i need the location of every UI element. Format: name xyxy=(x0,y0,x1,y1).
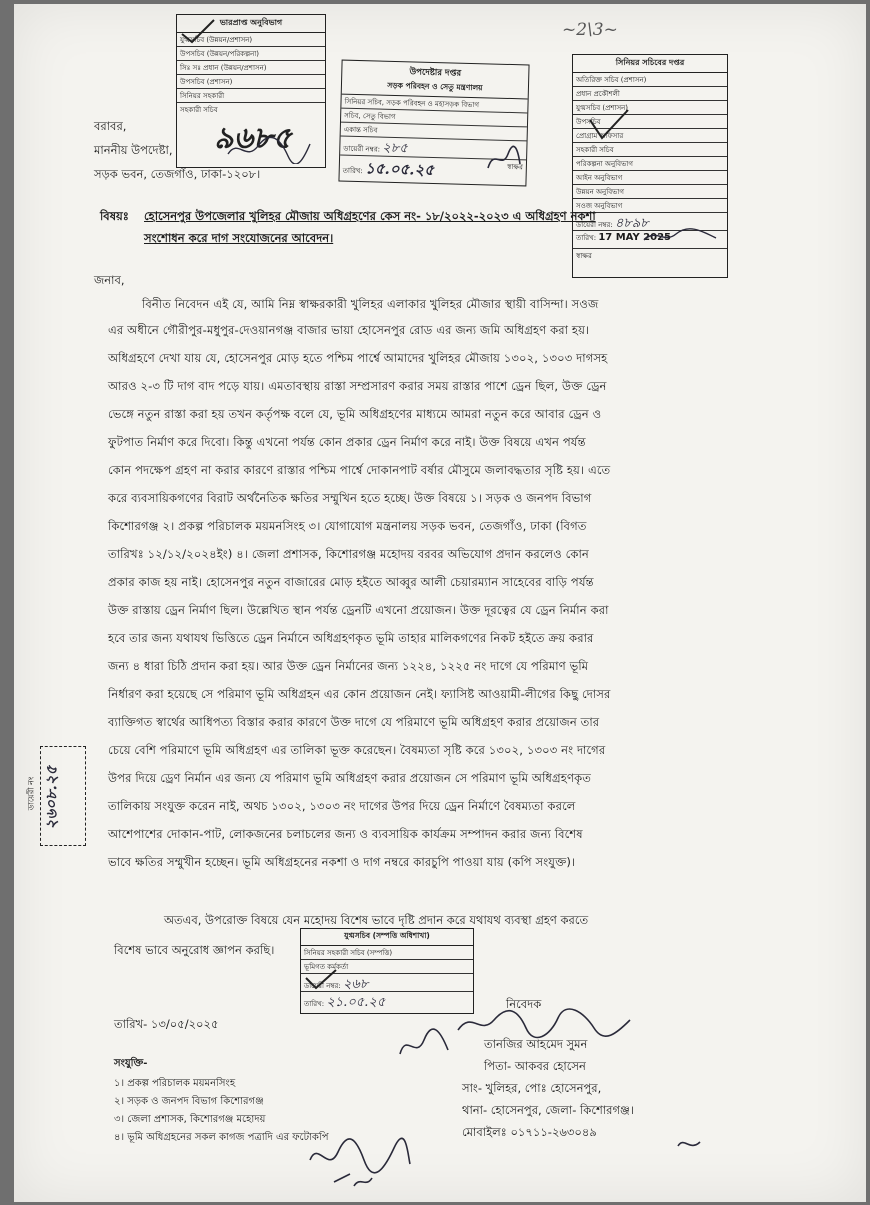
side-diary-stamp xyxy=(26,746,86,846)
adviser-stamp-row: সিনিয়র সচিব, সড়ক পরিবহন ও মহাসড়ক বিভাগ xyxy=(341,95,527,114)
adviser-stamp-subtitle: সড়ক পরিবহন ও সেতু মন্ত্রণালয় xyxy=(342,78,528,100)
secretary-stamp-row: প্রধান প্রকৌশলী xyxy=(573,87,727,101)
body-line: আরও ২-৩ টি দাগ বাদ পড়ে যায়। এমতাবস্থায় রাস্তা সম্প্রসারণ করার সময় রাস্তার পাশে ড্রেন ছিল, উক্ত ড্রেন xyxy=(108,379,607,393)
body-line: আশেপাশের দোকান-পাট, লোকজনের চলাচলের জন্য ও ব্যবসায়িক কার্যক্রম সম্পাদন করার জন্য বিশেষ xyxy=(108,827,583,841)
routing-stamp-row: সিনিয়র সহকারী xyxy=(177,89,325,103)
adviser-stamp-title: উপদেষ্টার দপ্তর xyxy=(409,67,462,79)
salutation: জনাব, xyxy=(94,273,125,287)
subject-label: বিষয়ঃ xyxy=(100,209,129,223)
applicant-thana: থানা- হোসেনপুর, জেলা- কিশোরগঞ্জ। xyxy=(462,1103,634,1117)
routing-stamp-row: সিঃ সঃ প্রধান (উন্নয়ন/প্রশাসন) xyxy=(177,61,325,75)
address-line2: সড়ক ভবন, তেজগাঁও, ঢাকা-১২০৮। xyxy=(94,167,261,181)
body-line: বিনীত নিবেদন এই যে, আমি নিম্ন স্বাক্ষরকারী খুলিহর এলাকার খুলিহর মৌজার স্থায়ী বাসিন্দা। সওজ xyxy=(142,297,599,311)
adviser-date-value: ১৫.০৫.২৫ xyxy=(364,159,435,180)
adviser-diary-value: ২৮৫ xyxy=(382,140,408,157)
handwritten-note-signature xyxy=(304,1130,414,1190)
property-stamp-title: যুগ্মসচিব (সম্পত্তি অধিশাখা) xyxy=(301,929,473,946)
secretary-stamp-row: যুগ্মসচিব (প্রশাসন) xyxy=(573,101,727,115)
applicant-name: তানজির আহমেদ সুমন xyxy=(484,1037,588,1051)
handwritten-mark xyxy=(674,1134,704,1154)
secretary-stamp-row: সহকারী সচিব xyxy=(573,143,727,157)
secretary-stamp-row: উপসচিব xyxy=(573,115,727,129)
routing-stamp-title: ভারপ্রাপ্ত অনুবিভাগ xyxy=(177,15,325,33)
closing-line2: বিশেষ ভাবে অনুরোধ জ্ঞাপন করছি। xyxy=(114,943,275,957)
check-mark-icon xyxy=(588,108,632,142)
property-stamp-row: ভূমিগত কর্মকর্তা xyxy=(301,960,473,974)
subject-line1: হোসেনপুর উপজেলার খুলিহর মৌজায় অধিগ্রহণের কেস নং- ১৮/২০২২-২০২৩ এ অধিগ্রহণ নকশা xyxy=(144,209,596,223)
attachment-item: ৩। জেলা প্রশাসক, কিশোরগঞ্জ মহোদয় xyxy=(114,1114,266,1125)
attachment-item: ১। প্রকল্প পরিচালক ময়মনসিংহ xyxy=(114,1078,236,1089)
body-line: হবে তার জন্য যথাযথ ভিত্তিতে ড্রেন নির্মানে অধিগ্রহণকৃত ভূমি তাহার মালিকগণের নিকট হইতে ক্রয় করার xyxy=(108,631,594,645)
property-diary-row: ডায়েরী নম্বর: ২৬৮ xyxy=(301,974,473,992)
side-stamp-label: ডায়েরী নং xyxy=(26,776,36,811)
body-line: জন্য ৪ ধারা চিঠি প্রদান করা হয়। আর উক্ত ড্রেন নির্মানের জন্য ১২২৪, ১২২৫ নং দাগে যে পরিমাণ ভূমি xyxy=(108,659,589,673)
applicant-title: নিবেদক xyxy=(506,997,542,1011)
adviser-diary-row: ডায়েরী নম্বর: ২৮৫ xyxy=(340,137,526,161)
address-line1: মাননীয় উপদেষ্টা, xyxy=(94,143,173,157)
body-line: ব্যাক্তিগত স্বার্থের আধিপত্য বিস্তার করার কারণে উক্ত দাগে যে পরিমাণে ভূমি অধিগ্রহণ করার প্রয়োজন তার xyxy=(108,715,600,729)
secretary-diary-row: ডায়েরী নম্বর: ৪৮৯৮ xyxy=(573,213,727,231)
body-line: প্রকার কাজ হয় নাই। হোসেনপুর নতুন বাজারের মোড় হইতে আব্বুর আলী চেয়ারম্যান সাহেবের বাড়ি পর্যন্ত xyxy=(108,575,594,589)
applicant-village: সাং- খুলিহর, পোঃ হোসেনপুর, xyxy=(462,1081,602,1095)
attachment-item: ২। সড়ক ও জনপদ বিভাগ কিশোরগঞ্জ xyxy=(114,1096,264,1107)
body-line: করে ব্যবসায়িকগণের বিরাট অর্থনৈতিক ক্ষতির সম্মুখিন হতে হচ্ছে। উক্ত বিষয়ে ১। সড়ক ও জনপদ বিভাগ xyxy=(108,491,592,505)
secretary-stamp-row: আইন অনুবিভাগ xyxy=(573,171,727,185)
adviser-sign-label: স্বাক্ষর xyxy=(506,162,523,172)
adviser-signature xyxy=(484,144,524,174)
routing-stamp-row: সহকারী সচিব xyxy=(180,106,218,114)
applicant-mobile: মোবাইলঃ ০১৭১১-২৬৩০৪৯ xyxy=(462,1125,597,1139)
body-line: কোন পদক্ষেপ গ্রহণ না করার কারণে রাস্তার পশ্চিম পার্শ্বে দোকানপাট বর্ষার মৌসুমে জলাবদ্ধতার সৃষ্টি হয়। এতে xyxy=(108,463,611,477)
property-date-row: তারিখ: ২১.০৫.২৫ xyxy=(304,995,386,1009)
routing-stamp-row: যুগ্মসচিব (উন্নয়ন/প্রশাসন) xyxy=(177,33,325,47)
body-line: ফুটপাত নির্মাণ করে দিবো। কিন্তু এখনো পর্যন্ত কোন প্রকার ড্রেন নির্মাণ করে নাই। উক্ত বিষয়ে এখন পর্যন্ত xyxy=(108,435,586,449)
document-page xyxy=(14,4,866,1202)
body-line: কিশোরগঞ্জ ২। প্রকল্প পরিচালক ময়মনসিংহ ৩। যোগাযোগ মন্ত্রনালয় সড়ক ভবন, তেজগাঁও, ঢাকা (বিগত xyxy=(108,519,587,533)
body-line: তারিখঃ ১২/১২/২০২৪ইং) ৪। জেলা প্রশাসক, কিশোরগঞ্জ মহোদয় বরবর অভিযোগ প্রদান করলেও কোন xyxy=(108,547,589,561)
body-line: চেয়ে বেশি পরিমাণে ভূমি অধিগ্রহণ এর তালিকা ভূক্ত করেছেন। বৈষম্যতা সৃষ্টি করে ১৩০২, ১৩০৩ নং দাগের xyxy=(108,743,606,757)
attachments-title: সংযুক্তি- xyxy=(114,1058,148,1069)
secretary-stamp-row: প্রোগ্রাম অফিসার xyxy=(573,129,727,143)
secretary-signature xyxy=(640,226,720,246)
secretary-stamp-row: সওজ অনুবিভাগ xyxy=(573,199,727,213)
date-line: তারিখ- ১৩/০৫/২০২৫ xyxy=(114,1017,219,1031)
routing-stamp-row: উপসচিব (উন্নয়ন/পরিকল্পনা) xyxy=(177,47,325,61)
body-line: ভাবে ক্ষতির সম্মুখীন হচ্ছেন। ভূমি অধিগ্রহনের নকশা ও দাগ নম্বরে কারচুপি পাওয়া যায় (কপি সংযুক্ত)। xyxy=(108,855,576,869)
adviser-stamp-row: একান্ত সচিব xyxy=(341,123,527,142)
check-mark-icon xyxy=(304,968,340,992)
attachment-item: ৪। ভূমি অধিগ্রহনের সকল কাগজ পত্রাদি এর ফটোকপি xyxy=(114,1132,329,1143)
body-line: নির্ধারণ করা হয়েছে সে পরিমাণ ভূমি অধিগ্রহন এর কোন প্রয়োজন নেই। ফ্যাসিষ্ট আওয়ামী-লীগের কিছু দোসর xyxy=(108,687,611,701)
handwritten-initial xyxy=(394,1024,454,1064)
applicant-father: পিতা- আকবর হোসেন xyxy=(484,1059,586,1073)
property-stamp-row: সিনিয়র সহকারী সচিব (সম্পত্তি) xyxy=(301,946,473,960)
property-diary-value: ২৬৮ xyxy=(342,977,369,992)
body-line: উপর দিয়ে ড্রেণ নির্মান এর জন্য যে পরিমাণ ভূমি অধিগ্রহণ করার প্রয়োজন সে পরিমাণ ভূমি অধিগ্রহণকৃত xyxy=(108,771,592,785)
body-line: এর অধীনে গৌরীপুর-মধুপুর-দেওয়ানগঞ্জ বাজার ভায়া হোসেনপুর রোড এর জন্য জমি অধিগ্রহণ করা হয়। xyxy=(108,323,590,337)
subject-line2: সংশোধন করে দাগ সংযোজনের আবেদন। xyxy=(144,231,334,245)
side-stamp-value: ২৬০৮.২৫ xyxy=(42,765,61,830)
body-line: তালিকায় সংযুক্ত করেন নাই, অথচ ১৩০২, ১৩০৩ নং দাগের উপর দিয়ে ড্রেন নির্মাণে বৈষম্যতা করলে xyxy=(108,799,576,813)
top-hand-mark: ~2\3~ xyxy=(562,20,618,40)
routing-stamp-row: উপসচিব (প্রশাসন) xyxy=(177,75,325,89)
secretary-stamp-row: অতিরিক্ত সচিব (প্রশাসন) xyxy=(573,73,727,87)
secretary-stamp-row: পরিকল্পনা অনুবিভাগ xyxy=(573,157,727,171)
adviser-stamp-row: সচিব, সেতু বিভাগ xyxy=(341,109,527,128)
secretary-sign-row: স্বাক্ষর xyxy=(576,252,592,260)
secretary-date-value: 17 MAY 2025 xyxy=(598,232,672,243)
routing-hand-number: ৯৬৮৫ xyxy=(214,121,292,156)
check-mark-icon xyxy=(178,16,218,46)
routing-signature xyxy=(224,134,314,164)
body-line: ভেঙ্গে নতুন রাস্তা করা হয় তখন কর্তৃপক্ষ বলে যে, ভূমি অধিগ্রহণের মাধ্যমে আমরা নতুন করে আবার ড্রেন ও xyxy=(108,407,602,421)
address-to: বরাবর, xyxy=(94,119,127,133)
body-line: অধিগ্রহণে দেখা যায় যে, হোসেনপুর মোড় হতে পশ্চিম পার্শ্বে আমাদের খুলিহর মৌজায় ১৩০২, ১৩০৩ দাগসহ xyxy=(108,351,608,365)
secretary-stamp-title: সিনিয়র সচিবের দপ্তর xyxy=(573,55,727,73)
property-date-value: ২১.০৫.২৫ xyxy=(326,995,386,1009)
secretary-diary-value: ৪৮৯৮ xyxy=(614,216,649,231)
secretary-stamp-row: উন্নয়ন অনুবিভাগ xyxy=(573,185,727,199)
adviser-date-row: তারিখ: ১৫.০৫.২৫ স্বাক্ষর xyxy=(342,159,523,180)
secretary-date-row: তারিখ: 17 MAY 2025 xyxy=(573,231,727,249)
closing-line1: অতএব, উপরোক্ত বিষয়ে যেন মহোদয় বিশেষ ভাবে দৃষ্টি প্রদান করে যথাযথ ব্যবস্থা গ্রহণ করতে xyxy=(164,913,589,927)
body-line: উক্ত রাস্তায় ড্রেন নির্মাণ ছিল। উল্লেখিত স্থান পর্যন্ত ড্রেনটি এখনো প্রয়োজন। উক্ত দূরত্বের যে ড্রেন নির্মান করা xyxy=(108,603,609,617)
